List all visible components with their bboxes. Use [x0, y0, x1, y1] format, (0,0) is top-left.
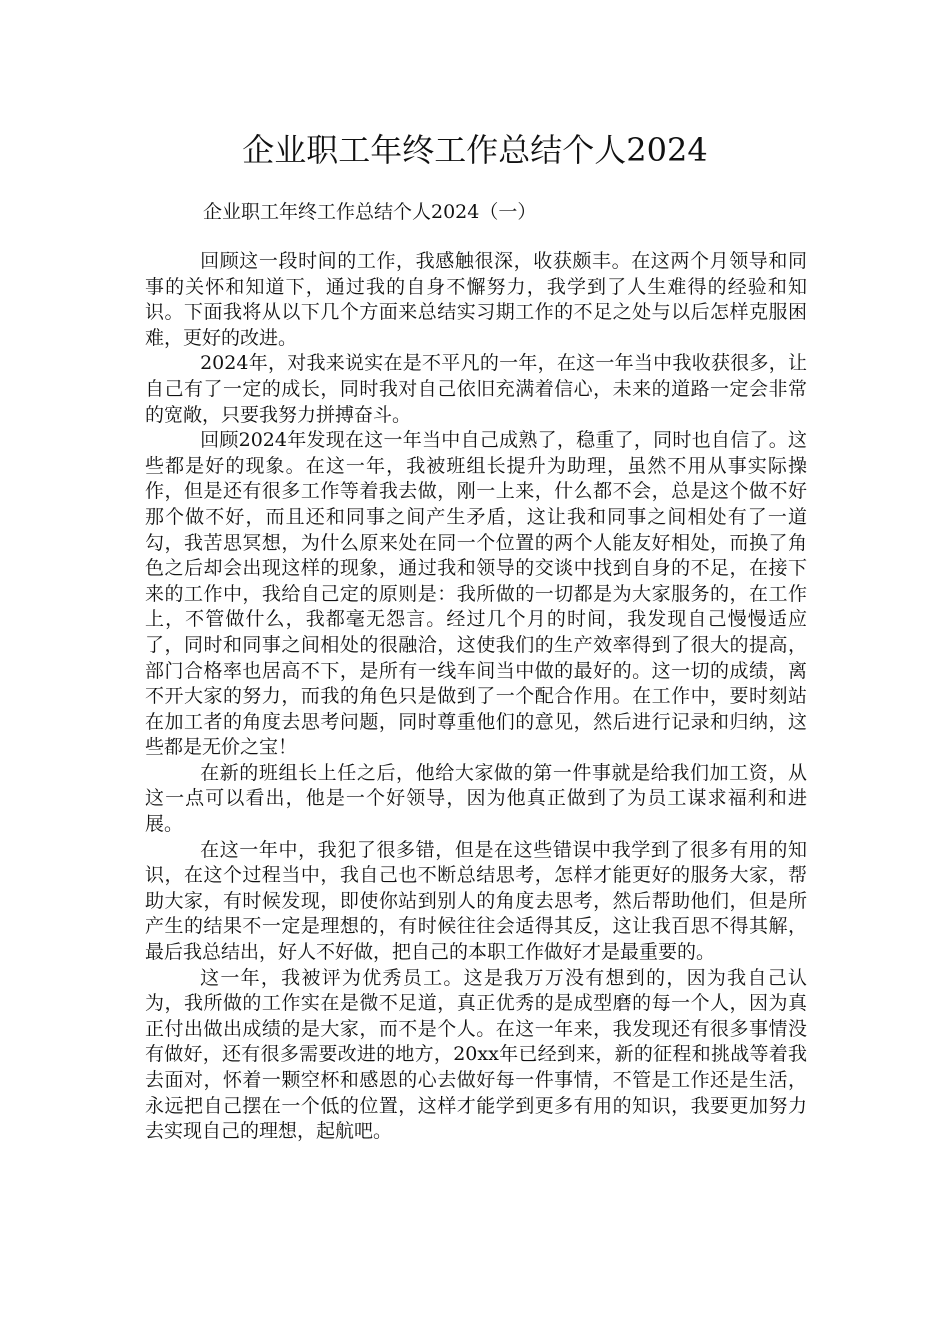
document-body — [145, 249, 807, 1145]
document-title: 企业职工年终工作总结个人2024 — [242, 131, 708, 169]
paragraph: 回顾这一段时间的工作，我感触很深，收获颇丰。在这两个月领导和同事的关怀和知道下，通过我的自身不懈努力，我学到了人生难得的经验和知识。下面我将从以下几个方面来总结实习期工作的不足之处与以后怎样克服困难，更好的改进。 — [145, 250, 807, 349]
paragraph: 2024年，对我来说实在是不平凡的一年，在这一年当中我收获很多，让自己有了一定的成长，同时我对自己依旧充满着信心，未来的道路一定会非常的宽敞，只要我努力拼搏奋斗。 — [145, 352, 807, 426]
paragraph: 在这一年中，我犯了很多错，但是在这些错误中我学到了很多有用的知识，在这个过程当中，我自己也不断总结思考，怎样才能更好的服务大家，帮助大家，有时候发现，即使你站到别人的角度去思考，然后帮助他们，但是所产生的结果不一定是理想的，有时候往往会适得其反，这让我百思不得其解，最后我总结出，好人不好做，把自己的本职工作做好才是最重要的。 — [145, 838, 807, 964]
paragraph: 这一年，我被评为优秀员工。这是我万万没有想到的，因为我自己认为，我所做的工作实在是微不足道，真正优秀的是成型磨的每一个人，因为真正付出做出成绩的是大家，而不是个人。在这一年来，我发现还有很多事情没有做好，还有很多需要改进的地方，20xx年已经到来，新的征程和挑战等着我去面对，怀着一颗空杯和感恩的心去做好每一件事情，不管是工作还是生活，永远把自己摆在一个低的位置，这样才能学到更多有用的知识，我要更加努力去实现自己的理想，起航吧。 — [145, 966, 807, 1143]
paragraph: 回顾2024年发现在这一年当中自己成熟了，稳重了，同时也自信了。这些都是好的现象。在这一年，我被班组长提升为助理，虽然不用从事实际操作，但是还有很多工作等着我去做，刚一上来，什么都不会，总是这个做不好那个做不好，而且还和同事之间产生矛盾，这让我和同事之间相处有了一道勾，我苦思冥想，为什么原来处在同一个位置的两个人能友好相处，而换了角色之后却会出现这样的现象，通过我和领导的交谈中找到自身的不足，在接下来的工作中，我给自己定的原则是：我所做的一切都是为大家服务的，在工作上，不管做什么，我都毫无怨言。经过几个月的时间，我发现自己慢慢适应了，同时和同事之间相处的很融洽，这使我们的生产效率得到了很大的提高，部门合格率也居高不下，是所有一线车间当中做的最好的。这一切的成绩，离不开大家的努力，而我的角色只是做到了一个配合作用。在工作中，要时刻站在加工者的角度去思考问题，同时尊重他们的意见，然后进行记录和归纳，这些都是无价之宝！ — [145, 429, 807, 759]
document-subtitle: 企业职工年终工作总结个人2024（一） — [203, 201, 537, 223]
paragraph: 在新的班组长上任之后，他给大家做的第一件事就是给我们加工资，从这一点可以看出，他是一个好领导，因为他真正做到了为员工谋求福利和进展。 — [145, 761, 807, 836]
